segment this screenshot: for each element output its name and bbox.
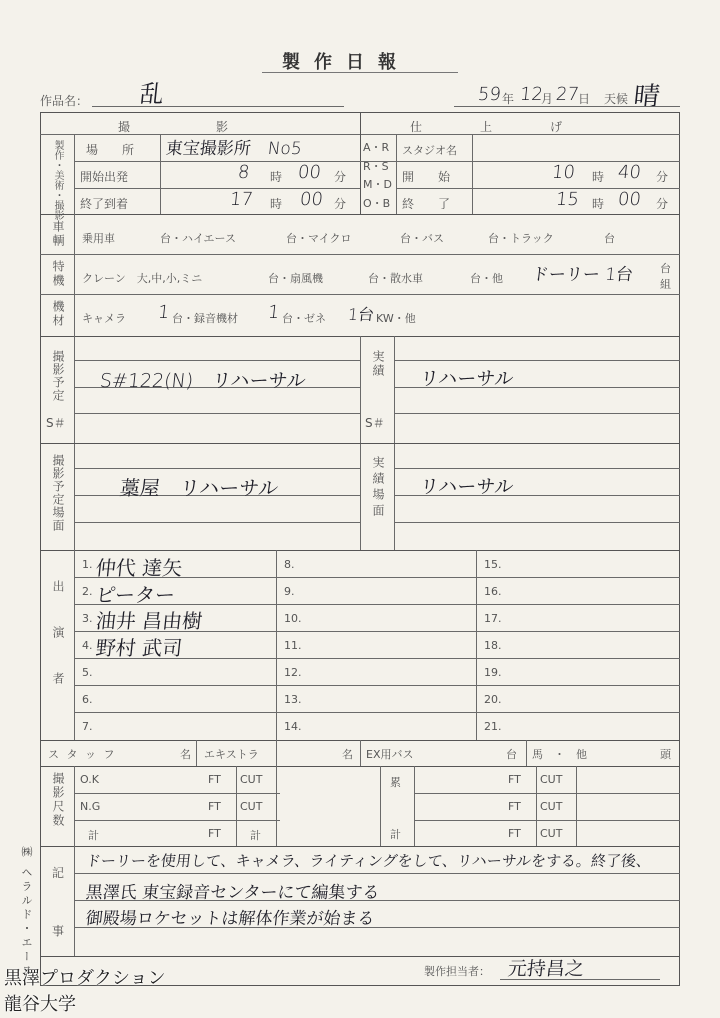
ft-unit: FT [208,800,221,813]
vehicle-truck: 台・トラック [488,232,554,245]
plan-actual-label: 実績 [371,350,385,378]
notes-line: 御殿場ロケセットは解体作業が始まる [84,909,376,929]
place-value: 東宝撮影所 No5 [164,139,303,159]
rule [276,766,277,846]
notes-line: 黒澤氏 東宝録音センターにて編集する [84,883,381,903]
special-sprinkler: 台・散水車 [368,272,423,285]
finish-start-min: 40 [616,162,643,183]
rule [74,712,680,713]
cast-name: 野村 武司 [94,636,184,660]
cut-unit: CUT [240,800,263,813]
finish-section-label: 仕 上 げ [410,120,565,134]
watermark-line1: 黒澤プロダクション [4,968,166,989]
rule [74,468,360,469]
plan-place-actual-label: 実績場面 [371,456,385,520]
bus-label: EX用バス [366,748,414,761]
rule [394,360,680,361]
work-label: 作品名： [40,94,89,108]
cut-sum-label: 計 [250,829,261,842]
vehicle-micro: 台・マイクロ [286,232,352,245]
special-label: 特機 [51,260,65,288]
cast-num: 6. [82,693,93,706]
cast-name: 仲代 達矢 [94,556,184,580]
finish-end-hour: 15 [554,189,581,210]
rule [74,685,680,686]
vehicle-hiace: 台・ハイエース [160,232,237,245]
rule [396,134,397,214]
rule [40,254,680,255]
shoot-end-hour: 17 [228,189,255,210]
vehicles-label: 車輌 [51,220,65,248]
min-unit: 分 [656,170,669,184]
cast-num: 2. [82,585,93,598]
special-other-value: ドーリー 1台 [530,265,635,285]
ft-unit: FT [508,773,521,786]
rule [536,766,537,846]
hour-unit: 時 [270,170,283,184]
studio-label: スタジオ名 [402,144,457,157]
work-value: 乱 [138,80,166,108]
extra-unit: 名 [342,748,353,761]
ft-unit: FT [208,773,221,786]
printer-label: ㈱ ヘラルド・エース [20,846,33,979]
watermark-line2: 龍谷大学 [4,994,76,1015]
cut-unit: CUT [540,800,563,813]
vehicle-car: 乗用車 [82,232,115,245]
date-day: 27 [554,84,581,105]
shoot-end-min: 00 [298,189,325,210]
cast-num: 9. [284,585,295,598]
total-label: 累 [390,776,401,789]
plan-place-value: 藁屋 リハーサル [118,476,280,500]
cast-num: 7. [82,720,93,733]
finish-end-label: 終 了 [402,197,451,211]
cut-unit: CUT [540,773,563,786]
crane-label: クレーン 大,中,小,ミニ [82,272,203,285]
cast-num: 20. [484,693,502,706]
notes-label-top: 記 [52,866,65,880]
cast-num: 5. [82,666,93,679]
cast-num: 12. [284,666,302,679]
rec-label: 台・録音機材 [172,312,238,325]
date-underline [454,106,680,107]
rule [414,793,680,794]
footage-ng-label: N.G [80,800,101,813]
ft-unit: FT [208,827,221,840]
plan-place-label: 撮影予定場面 [51,454,65,532]
plan-value: S#122(N) リハーサル [98,370,307,392]
extra-label: エキストラ [204,748,259,761]
code-ob: O・B [363,197,391,210]
cast-num: 15. [484,558,502,571]
cut-unit: CUT [540,827,563,840]
special-fan: 台・扇風機 [268,272,323,285]
cast-label: 出演者 [51,580,65,718]
notes-label-bottom: 事 [52,924,65,938]
shoot-section-label: 撮 影 [118,120,231,134]
footage-ok-label: O.K [80,773,99,786]
hour-unit: 時 [270,197,283,211]
cast-num: 1. [82,558,93,571]
rule [236,766,237,846]
cast-num: 8. [284,558,295,571]
rule [360,740,361,766]
rule [380,766,381,846]
finish-start-hour: 10 [550,162,577,183]
cast-num: 18. [484,639,502,652]
vehicle-bus: 台・バス [400,232,444,245]
rule [74,846,75,956]
special-tail-bottom: 組 [660,278,671,291]
min-unit: 分 [656,197,669,211]
hour-unit: 時 [592,170,605,184]
cast-num: 14. [284,720,302,733]
plan-actual-value: リハーサル [418,368,515,390]
cast-num: 11. [284,639,302,652]
total-sum-label: 計 [390,828,401,841]
page-title: 製作日報 [282,52,410,73]
cast-num: 4. [82,639,93,652]
hour-unit: 時 [592,197,605,211]
shoot-start-hour: 8 [236,162,251,183]
rule [74,793,280,794]
rule [576,766,577,846]
horse-label: 馬 ・ 他 [532,748,587,761]
finish-end-min: 00 [616,189,643,210]
footage-sum-label: 計 [88,829,99,842]
special-tail-top: 台 [660,262,671,275]
notes-line: ドーリーを使用して、キャメラ、ライティングをして、リハーサルをする。終了後、 [85,852,652,870]
rule [74,134,75,214]
shoot-side-label: 製作・美術・撮影 [52,140,63,220]
equipment-label: 機材 [51,300,65,328]
rule [40,443,680,444]
rule [196,740,197,766]
rule [414,766,415,846]
rule [74,820,280,821]
gen-value: 1台 [346,305,376,324]
rule [40,294,680,295]
plan-actual-s-label: S＃ [365,416,385,430]
manager-label: 製作担当者： [424,965,490,978]
cast-name: ピーター [94,583,177,607]
weather-value: 晴 [632,82,662,112]
footage-label: 撮影尺数 [51,772,65,828]
rule [74,522,360,523]
code-ar: A・R [363,141,390,154]
shoot-start-min: 00 [296,162,323,183]
cast-num: 16. [484,585,502,598]
finish-start-label: 開 始 [402,170,451,184]
rule [500,979,660,980]
rule [160,134,161,214]
rec-value: 1 [266,302,281,323]
camera-value: 1 [156,302,171,323]
camera-label: キャメラ [82,312,126,325]
rule [74,766,75,846]
rule [394,468,680,469]
start-label: 開始出発 [80,170,129,184]
rule [276,740,277,766]
cast-num: 13. [284,693,302,706]
rule [526,740,527,766]
rule [40,550,680,551]
staff-unit: 名 [180,748,191,761]
rule [74,413,360,414]
min-unit: 分 [334,197,347,211]
rule [74,214,75,336]
manager-value: 元持昌之 [506,958,586,980]
rule [74,873,680,874]
code-rs: R・S [363,160,389,173]
place-label: 場 所 [86,143,135,157]
staff-label: ス タ ッ フ [48,748,117,761]
date-day-unit: 日 [578,92,591,106]
rule [360,112,361,214]
title-underline [262,72,458,73]
cast-name: 油井 昌由樹 [94,609,204,633]
ft-unit: FT [508,827,521,840]
date-year: 59 [476,84,503,105]
cast-num: 10. [284,612,302,625]
date-month-unit: 月 [541,92,554,106]
cast-num: 3. [82,612,93,625]
special-other: 台・他 [470,272,503,285]
rule [394,413,680,414]
rule [394,522,680,523]
cast-num: 21. [484,720,502,733]
end-label: 終了到着 [80,197,129,211]
ft-unit: FT [508,800,521,813]
plan-s-label: S＃ [46,416,66,430]
work-underline [92,106,344,107]
plan-label: 撮影予定 [51,350,65,402]
rule [74,360,360,361]
vehicle-tail: 台 [604,232,615,245]
rule [40,214,680,215]
rule [414,820,680,821]
rule [40,766,680,767]
bus-unit: 台 [506,748,517,761]
plan-place-actual-value: リハーサル [418,476,515,498]
gen-tail: KW・他 [376,312,416,325]
weather-label: 天候 [604,92,629,106]
cast-num: 19. [484,666,502,679]
rule [40,846,680,847]
head-unit: 頭 [660,748,671,761]
rule [472,134,473,214]
min-unit: 分 [334,170,347,184]
code-md: M・D [363,178,392,191]
date-month: 12 [518,84,545,105]
cast-num: 17. [484,612,502,625]
gen-label: 台・ゼネ [282,312,326,325]
cut-unit: CUT [240,773,263,786]
date-year-unit: 年 [502,92,515,106]
